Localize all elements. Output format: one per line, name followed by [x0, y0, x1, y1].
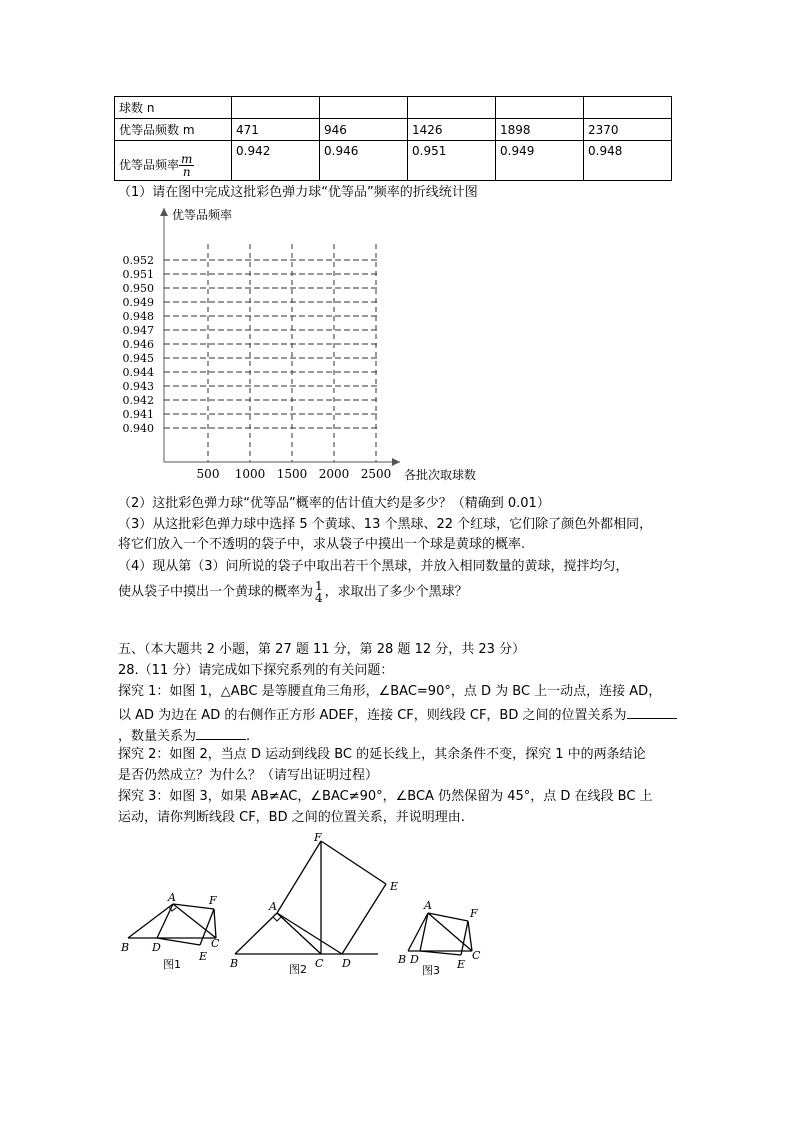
- question-3-line-1: （3）从这批彩色弹力球中选择 5 个黄球、13 个黑球、22 个红球，它们除了颜色外都相同，: [118, 517, 653, 532]
- row-label: 优等品频数 m: [115, 119, 232, 141]
- y-tick-label: 0.940: [122, 422, 154, 435]
- x-axis-arrow: [392, 458, 400, 466]
- x-tick-label: 1500: [276, 467, 308, 481]
- x-axis-title: 各批次取球数: [404, 468, 477, 482]
- row-label: 球数 n: [115, 97, 232, 119]
- y-tick-label: 0.951: [122, 268, 154, 281]
- x-tick-label: 2000: [318, 467, 350, 481]
- fraction-numerator: m: [181, 152, 193, 166]
- fig2-label-d: D: [342, 957, 351, 970]
- answer-blank: [196, 725, 246, 740]
- table-cell: [584, 97, 672, 119]
- table-cell: [320, 97, 408, 119]
- fraction-numerator: 1: [315, 579, 323, 593]
- fig1-label-c: C: [211, 937, 220, 950]
- explore-3-line-2: 运动，请你判断线段 CF，BD 之间的位置关系，并说明理由.: [118, 810, 465, 825]
- figure-1: [128, 904, 216, 945]
- fig2-label-e: E: [390, 880, 399, 893]
- table-cell: 946: [320, 119, 408, 141]
- frequency-line-chart: [110, 200, 510, 490]
- fig1-caption: 图1: [163, 958, 181, 971]
- y-tick-label: 0.943: [122, 380, 154, 393]
- explore-3-line-1: 探究 3：如图 3，如果 AB≠AC，∠BAC≠90°，∠BCA 仍然保留为 45°，点 D 在线段 BC 上: [118, 789, 653, 804]
- y-axis-arrow: [160, 208, 168, 216]
- fig1-label-f: F: [209, 894, 217, 907]
- fig2-label-a: A: [269, 900, 277, 913]
- y-tick-label: 0.949: [122, 296, 154, 309]
- y-tick-label: 0.948: [122, 310, 154, 323]
- table-cell: 2370: [584, 119, 672, 141]
- question-1: （1）请在图中完成这批彩色弹力球“优等品”频率的折线统计图: [118, 185, 478, 200]
- question-4-text-b: ，求取出了多少个黑球？: [324, 584, 468, 600]
- fig2-label-b: B: [230, 957, 239, 970]
- row-label: [115, 141, 232, 181]
- table-row: [115, 97, 672, 119]
- x-tick-label: 500: [196, 467, 220, 481]
- y-tick-label: 0.942: [122, 394, 154, 407]
- question-4-line-2: [118, 580, 468, 604]
- fig1-label-a: A: [168, 891, 176, 904]
- fig1-label-d: D: [152, 941, 161, 954]
- table-row: [115, 119, 672, 141]
- explore-2-line-2: 是否仍然成立？为什么？（请写出证明过程）: [118, 768, 379, 783]
- table-cell: 1898: [496, 119, 584, 141]
- explore-1-period: .: [246, 729, 251, 744]
- fig2-label-f: F: [314, 831, 322, 844]
- explore-1-line-3: [118, 725, 250, 746]
- explore-1-text: 以 AD 为边在 AD 的右侧作正方形 ADEF，连接 CF，则线段 CF，BD 之间的位置关系为: [118, 708, 627, 723]
- y-tick-label: 0.945: [122, 352, 154, 365]
- fig3-label-f: F: [470, 907, 478, 920]
- fraction-denominator: n: [182, 165, 191, 179]
- question-3-line-2: 将它们放入一个不透明的袋子中，求从袋子中摸出一个球是黄球的概率.: [118, 537, 526, 552]
- explore-1-line-1: 探究 1：如图 1，△ABC 是等腰直角三角形，∠BAC=90°，点 D 为 BC 上一动点，连接 AD，: [118, 684, 662, 699]
- fig1-label-b: B: [121, 941, 130, 954]
- table-cell: 0.951: [408, 141, 496, 181]
- geometry-figures: [110, 830, 510, 990]
- y-tick-label: 0.944: [122, 366, 154, 379]
- y-axis-title: 优等品频率: [172, 208, 233, 222]
- y-tick-label: 0.947: [122, 324, 154, 337]
- table-cell: [232, 97, 320, 119]
- table-cell: 0.949: [496, 141, 584, 181]
- figure-2: [235, 841, 386, 954]
- y-tick-label: 0.941: [122, 408, 154, 421]
- x-tick-label: 1000: [234, 467, 266, 481]
- fig3-label-a: A: [424, 899, 432, 912]
- m-over-n-fraction: [179, 153, 194, 178]
- explore-1-line-2: [118, 704, 677, 725]
- fig3-label-d: D: [410, 953, 419, 966]
- problem-28-title: 28.（11 分）请完成如下探究系列的有关问题：: [118, 663, 394, 678]
- y-tick-label: 0.952: [122, 254, 154, 267]
- table-cell: 0.942: [232, 141, 320, 181]
- table-row: [115, 141, 672, 181]
- fig3-caption: 图3: [422, 964, 440, 977]
- question-2: （2）这批彩色弹力球“优等品”概率的估计值大约是多少？（精确到 0.01）: [118, 496, 550, 511]
- question-4-line-1: （4）现从第（3）问所说的袋子中取出若干个黑球，并放入相同数量的黄球，搅拌均匀，: [118, 559, 629, 574]
- row-label-text: 优等品频率: [119, 158, 180, 172]
- one-quarter-fraction: [313, 580, 325, 604]
- fig3-label-e: E: [457, 958, 466, 971]
- fig3-label-c: C: [472, 949, 481, 962]
- table-cell: [496, 97, 584, 119]
- table-cell: [408, 97, 496, 119]
- question-4-text-a: 使从袋子中摸出一个黄球的概率为: [118, 584, 314, 600]
- fig3-label-b: B: [398, 953, 407, 966]
- fig2-caption: 图2: [289, 963, 307, 976]
- answer-blank: [627, 704, 677, 719]
- fraction-denominator: 4: [315, 591, 323, 605]
- table-cell: 0.946: [320, 141, 408, 181]
- figure-3: [408, 913, 472, 955]
- table-cell: 471: [232, 119, 320, 141]
- table-cell: 1426: [408, 119, 496, 141]
- frequency-table: [114, 96, 672, 181]
- explore-1-text: ，数量关系为: [118, 729, 197, 744]
- section-5-header: 五、（本大题共 2 小题，第 27 题 11 分，第 28 题 12 分，共 23 分）: [118, 642, 526, 657]
- fig2-label-c: C: [315, 957, 324, 970]
- y-tick-label: 0.946: [122, 338, 154, 351]
- table-cell: 0.948: [584, 141, 672, 181]
- fig1-label-e: E: [199, 950, 208, 963]
- x-tick-label: 2500: [360, 467, 392, 481]
- y-tick-label: 0.950: [122, 282, 154, 295]
- explore-2-line-1: 探究 2：如图 2，当点 D 运动到线段 BC 的延长线上，其余条件不变，探究 1 中的两条结论: [118, 747, 646, 762]
